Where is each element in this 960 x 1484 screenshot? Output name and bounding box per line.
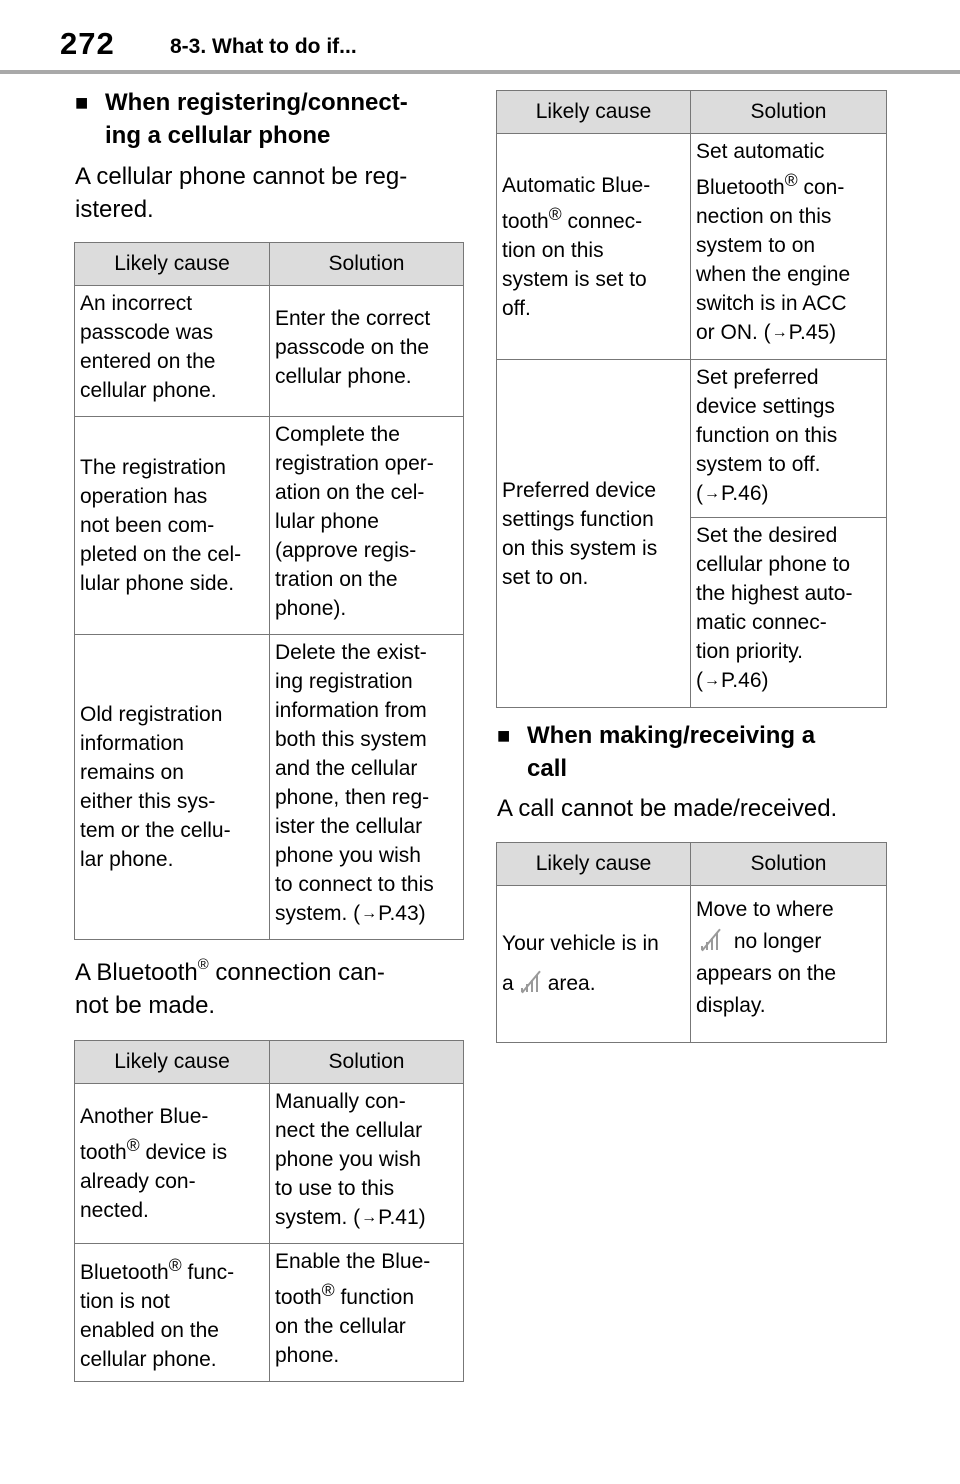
page-ref: P.46) <box>721 669 769 692</box>
table-bluetooth <box>74 1040 464 1382</box>
registered-mark: ® <box>197 956 209 973</box>
cause-cell: Your vehicle is in a area. <box>497 886 691 1043</box>
page-ref: P.41) <box>378 1206 426 1229</box>
table-calls <box>496 842 887 1043</box>
heading-square-icon: ■ <box>75 90 89 115</box>
page-ref: P.43) <box>378 902 426 925</box>
header-rule <box>0 70 960 74</box>
page-ref-arrow-icon: → <box>704 672 720 689</box>
solution-cell: Enable the Blue- tooth® function on the cellular phone. <box>270 1244 464 1382</box>
solution-cell: Set the desired cellular phone to the highest auto- matic connec- tion priority. (→P.46) <box>691 518 887 708</box>
intro-cannot-register: A cellular phone cannot be reg- istered. <box>75 163 408 223</box>
page-number: 272 <box>60 26 115 61</box>
table-row <box>75 635 464 940</box>
page-ref: P.45) <box>788 321 837 344</box>
table-header-solution: Solution <box>691 91 887 134</box>
page-ref-arrow-icon: → <box>361 905 378 922</box>
solution-cell: Manually con- nect the cellular phone you wish to use to this system. (→P.41) <box>270 1084 464 1244</box>
table-header-cause: Likely cause <box>75 243 270 286</box>
table-row <box>497 886 887 1043</box>
heading-registering: ■ When registering/connect- ing a cellular phone <box>75 86 465 152</box>
solution-cell: Set automatic Bluetooth® con- nection on this system to on when the engine switch is in ACC or ON. (→P.45) <box>691 134 887 360</box>
table-row <box>497 360 887 518</box>
table-header-solution: Solution <box>270 1041 464 1084</box>
table-header-solution: Solution <box>691 843 887 886</box>
intro-call-fail: A call cannot be made/received. <box>497 795 838 822</box>
table-row <box>75 417 464 635</box>
heading-square-icon: ■ <box>497 723 511 748</box>
solution-cell: Enter the correct passcode on the cellular phone. <box>270 286 464 417</box>
table-header-solution: Solution <box>270 243 464 286</box>
cause-cell: Preferred device settings function on this system is set to on. <box>497 360 691 708</box>
solution-cell: Set preferred device settings function on this system to off. (→P.46) <box>691 360 887 518</box>
page-ref-arrow-icon: → <box>361 1209 378 1226</box>
page-ref-arrow-icon: → <box>704 485 720 502</box>
page-ref-arrow-icon: → <box>771 324 788 341</box>
no-signal-icon <box>520 972 542 992</box>
table-header-cause: Likely cause <box>497 91 691 134</box>
table-row <box>75 1244 464 1382</box>
table-row <box>75 286 464 417</box>
table-header-cause: Likely cause <box>75 1041 270 1084</box>
cause-cell: An incorrect passcode was entered on the cellular phone. <box>75 286 270 417</box>
cause-cell: Old registration information remains on either this sys- tem or the cellu- lar phone. <box>75 635 270 940</box>
no-signal-icon <box>700 930 722 950</box>
solution-cell: Delete the exist- ing registration information from both this system and the cellular phone, then reg- ister the cellular phone you wish to connect to this system. (→P.43) <box>270 635 464 940</box>
table-auto-connect <box>496 90 887 708</box>
cause-cell: Bluetooth® func- tion is not enabled on the cellular phone. <box>75 1244 270 1382</box>
cause-cell: The registration operation has not been com- pleted on the cel- lular phone side. <box>75 417 270 635</box>
page-ref: P.46) <box>721 482 769 505</box>
solution-cell: Move to where no longer appears on the display. <box>691 886 887 1043</box>
cause-cell: Another Blue- tooth® device is already con- nected. <box>75 1084 270 1244</box>
table-header-cause: Likely cause <box>497 843 691 886</box>
heading-calls: ■ When making/receiving a call <box>497 719 887 785</box>
table-row <box>497 134 887 360</box>
table-register <box>74 242 464 940</box>
intro-bluetooth-connection: A Bluetooth® connection can- not be made. <box>75 956 385 1019</box>
solution-cell: Complete the registration oper- ation on the cel- lular phone (approve regis- tration on the phone). <box>270 417 464 635</box>
cause-cell: Automatic Blue- tooth® connec- tion on this system is set to off. <box>497 134 691 360</box>
section-title: 8-3. What to do if... <box>170 35 357 58</box>
table-row <box>75 1084 464 1244</box>
